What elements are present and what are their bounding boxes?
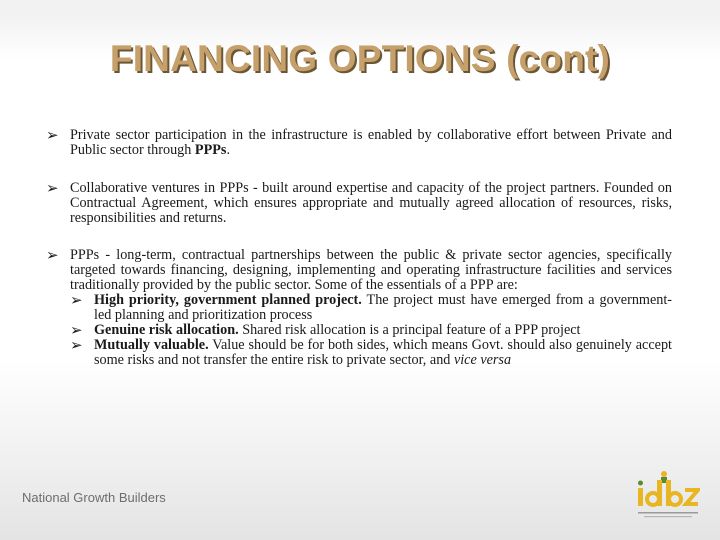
sub-bullet-text (94, 323, 672, 338)
sub-bullet-item (70, 323, 672, 338)
bullet-list (46, 128, 672, 368)
sub-bullet-italic: vice versa (453, 352, 512, 368)
arrow-bullet-icon: ➢ (46, 179, 59, 197)
sub-bullet-body: Shared risk allocation is a principal feature of a PPP project (238, 322, 581, 338)
sub-bullet-text (94, 293, 672, 323)
bullet-bold-term: PPPs (194, 142, 227, 158)
bullet-text (70, 128, 672, 158)
bullet-item (46, 181, 672, 226)
arrow-bullet-icon: ➢ (70, 291, 83, 309)
sub-bullet-body: The project must have emerged from a government-led planning and prioritization process (94, 292, 673, 323)
sub-bullet-bold: High priority, government planned project. (94, 292, 362, 308)
sub-bullet-body: Value should be for both sides, which means Govt. should also genuinely accept some risks and not transfer the entire risk to private sector, and (94, 337, 672, 368)
arrow-bullet-icon: ➢ (70, 336, 83, 354)
sub-bullet-item (70, 293, 672, 323)
slide-title: FINANCING OPTIONS (cont) (109, 38, 611, 79)
bullet-text: Collaborative ventures in PPPs - built around expertise and capacity of the project partners. Founded on Contractual Agreement, which ensures appropriate and mutually agreed allocation of resources, risks, responsibilities and returns. (70, 180, 672, 226)
sub-bullet-bold: Mutually valuable. (94, 337, 209, 353)
bullet-item (46, 128, 672, 158)
idbz-logo-icon (636, 468, 700, 524)
sub-bullet-text (94, 338, 672, 368)
bullet-text-span: Private sector participation in the infrastructure is enabled by collaborative effort between Private and Public sector through (70, 127, 672, 158)
bullet-text: PPPs - long-term, contractual partnerships between the public & private sector agencies, specifically targeted towards financing, designing, implementing and operating infrastructure facilities and services traditionally provided by the public sector. Some of the essentials of a PPP are: (70, 247, 672, 293)
arrow-bullet-icon: ➢ (46, 246, 59, 264)
footer-tagline: National Growth Builders (22, 490, 166, 505)
bullet-item (46, 248, 672, 293)
sub-bullet-bold: Genuine risk allocation. (94, 322, 239, 338)
sub-bullet-item (70, 338, 672, 368)
arrow-bullet-icon: ➢ (46, 126, 59, 144)
arrow-bullet-icon: ➢ (70, 321, 83, 339)
bullet-text-end: . (226, 142, 230, 158)
